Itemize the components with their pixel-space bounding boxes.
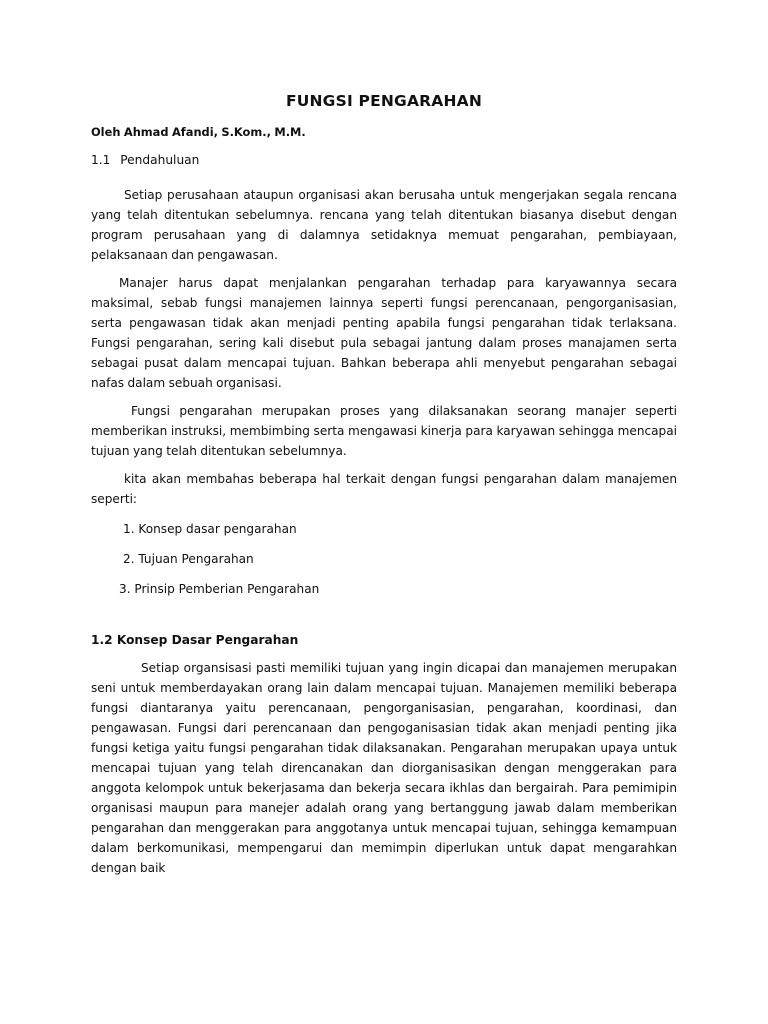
document-title: FUNGSI PENGARAHAN xyxy=(285,92,483,110)
author-line: Oleh Ahmad Afandi, S.Kom., M.M. xyxy=(91,125,306,139)
list-item: 2. Tujuan Pengarahan xyxy=(123,552,254,566)
section-title: Pendahuluan xyxy=(120,153,200,167)
paragraph: Setiap perusahaan ataupun organisasi akan berusaha untuk mengerjakan segala rencana yang telah ditentukan sebelumnya. rencana yang telah ditentukan biasanya disebut dengan program perusahaan yang di dalamnya setidaknya memuat pengarahan, pembiayaan, pelaksanaan dan pengawasan. xyxy=(91,188,677,262)
list-item: 3. Prinsip Pemberian Pengarahan xyxy=(119,582,320,596)
paragraph: Manajer harus dapat menjalankan pengarahan terhadap para karyawannya secara maksimal, sebab fungsi manajemen lainnya seperti fungsi perencanaan, pengorganisasian, serta pengawasan tidak akan menjadi penting apabila fungsi pengarahan tidak terlaksana. Fungsi pengarahan, sering kali disebut pula sebagai jantung dalam proses manajamen serta sebagai pusat dalam mencapai tujuan. Bahkan beberapa ahli menyebut pengarahan sebagai nafas dalam sebuah organisasi. xyxy=(91,276,677,390)
section-heading-konsep: 1.2 Konsep Dasar Pengarahan xyxy=(91,633,299,647)
paragraph: kita akan membahas beberapa hal terkait dengan fungsi pengarahan dalam manajemen seperti: xyxy=(91,472,677,506)
section-heading-pendahuluan xyxy=(91,153,677,167)
paragraph: Setiap organsisasi pasti memiliki tujuan yang ingin dicapai dan manajemen merupakan seni untuk memberdayakan orang lain dalam mencapai tujuan. Manajemen memiliki beberapa fungsi diantaranya yaitu perencanaan, pengorganisasian, pengarahan, koordinasi, dan pengawasan. Fungsi dari perencanaan dan pengoganisasian tidak akan menjadi penting jika fungsi ketiga yaitu fungsi pengarahan tidak dilaksanakan. Pengarahan merupakan upaya untuk mencapai tujuan yang telah direncanakan dan diorganisasikan dengan menggerakan para anggota kelompok untuk bekerjasama dan bekerja secara ikhlas dan bergairah. Para pemimipin organisasi maupun para manejer adalah orang yang bertanggung jawab dalam memberikan pengarahan dan menggerakan para anggotanya untuk mencapai tujuan, sehingga kemampuan dalam berkomunikasi, mempengarui dan memimpin diperlukan untuk dapat mengarahkan dengan baik xyxy=(91,661,677,875)
topic-list xyxy=(91,519,677,609)
paragraph: Fungsi pengarahan merupakan proses yang dilaksanakan seorang manajer seperti memberikan instruksi, membimbing serta mengawasi kinerja para karyawan sehingga mencapai tujuan yang telah ditentukan sebelumnya. xyxy=(91,404,677,458)
section-number: 1.1 xyxy=(91,153,111,167)
list-item: 1. Konsep dasar pengarahan xyxy=(123,522,297,536)
